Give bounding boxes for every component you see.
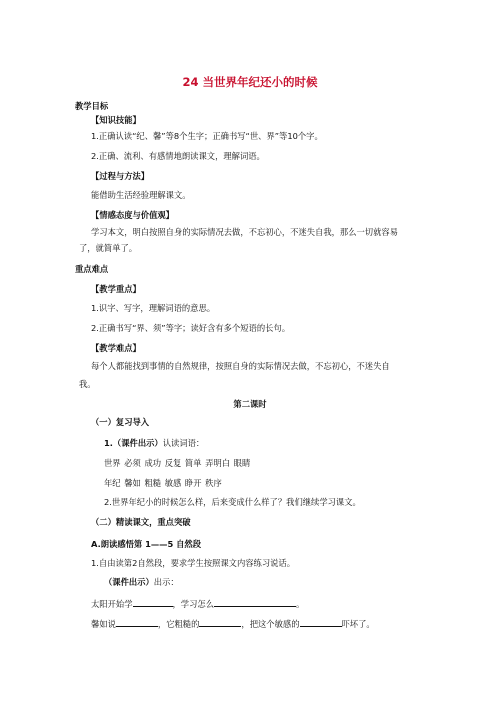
courseware-label: （课件出示） <box>104 577 154 587</box>
attitude-heading: 【情感态度与价值观】 <box>91 210 174 220</box>
difficulty-heading: 【教学难点】 <box>91 343 141 353</box>
knowledge-item-1: 1.正确认读“纪、馨”等8个生字；正确书写“世、界”等10个字。 <box>91 131 323 141</box>
attitude-text-line-1: 学习本文，明白按照自身的实际情况去做，不忘初心，不迷失自我，那么一切就容易 <box>91 227 398 237</box>
fill-blank <box>300 618 342 627</box>
fill-blank <box>199 618 241 627</box>
section-a-heading: A.朗读感悟第 1——5 自然段 <box>91 539 202 549</box>
courseware-line <box>104 577 179 588</box>
sentence-text: ，它粗糙的 <box>157 619 200 629</box>
courseware-text: 出示： <box>153 577 179 587</box>
fill-blank <box>116 618 158 627</box>
key-points-heading: 【教学重点】 <box>91 284 141 294</box>
document-title: 24 当世界年纪还小的时候 <box>182 75 318 89</box>
difficulty-text-line-1: 每个人都能找到事情的自然规律，按照自身的实际情况去做，不忘初心，不迷失自 <box>91 361 390 371</box>
part1-item-2: 2.世界年纪小的时候怎么样，后来变成什么样了？我们继续学习课文。 <box>104 497 361 507</box>
part2-heading: （二）精读课文，重点突破 <box>91 517 191 527</box>
key-point-item-2: 2.正确书写“界、须”等字；读好含有多个短语的长句。 <box>91 323 291 333</box>
difficulty-text-line-2: 我。 <box>79 379 96 389</box>
sentence-text: 太阳开始学 <box>91 599 133 609</box>
fill-in-sentence-2 <box>91 618 375 630</box>
part1-heading: （一）复习导入 <box>91 417 150 427</box>
sentence-text: ，把这个敏感的 <box>241 619 300 629</box>
knowledge-item-2: 2.正确、流利、有感情地朗读课文，理解词语。 <box>91 151 265 161</box>
fill-blank <box>133 598 173 607</box>
fill-blank <box>214 598 296 607</box>
attitude-text-line-2: 了，就简单了。 <box>79 243 138 253</box>
goals-heading: 教学目标 <box>75 101 109 111</box>
process-heading: 【过程与方法】 <box>91 171 150 181</box>
part1-item-1 <box>104 438 204 449</box>
process-text: 能借助生活经验理解课文。 <box>91 190 191 200</box>
fill-in-sentence-1 <box>91 598 304 610</box>
lesson-title: 第二课时 <box>233 399 267 409</box>
part1-item-1-text: 认读词语： <box>162 438 205 448</box>
sentence-text: 。 <box>296 599 305 609</box>
review-words-row-1: 世界 必须 成功 反复 简单 弄明白 眼睛 <box>104 458 251 468</box>
sentence-text: ，学习怎么 <box>172 599 214 609</box>
knowledge-heading: 【知识技能】 <box>91 115 141 125</box>
sentence-text: 馨如说 <box>91 619 116 629</box>
part2-item-1: 1.自由读第2自然段，要求学生按照课文内容练习说话。 <box>91 558 296 568</box>
courseware-label: 1.（课件出示） <box>104 438 163 448</box>
review-words-row-2: 年纪 馨如 粗糙 敏感 睁开 秩序 <box>104 478 222 488</box>
key-point-item-1: 1.识字、写字，理解词语的意思。 <box>91 303 216 313</box>
key-difficulty-heading: 重点难点 <box>75 264 109 274</box>
sentence-text: 吓坏了。 <box>341 619 375 629</box>
